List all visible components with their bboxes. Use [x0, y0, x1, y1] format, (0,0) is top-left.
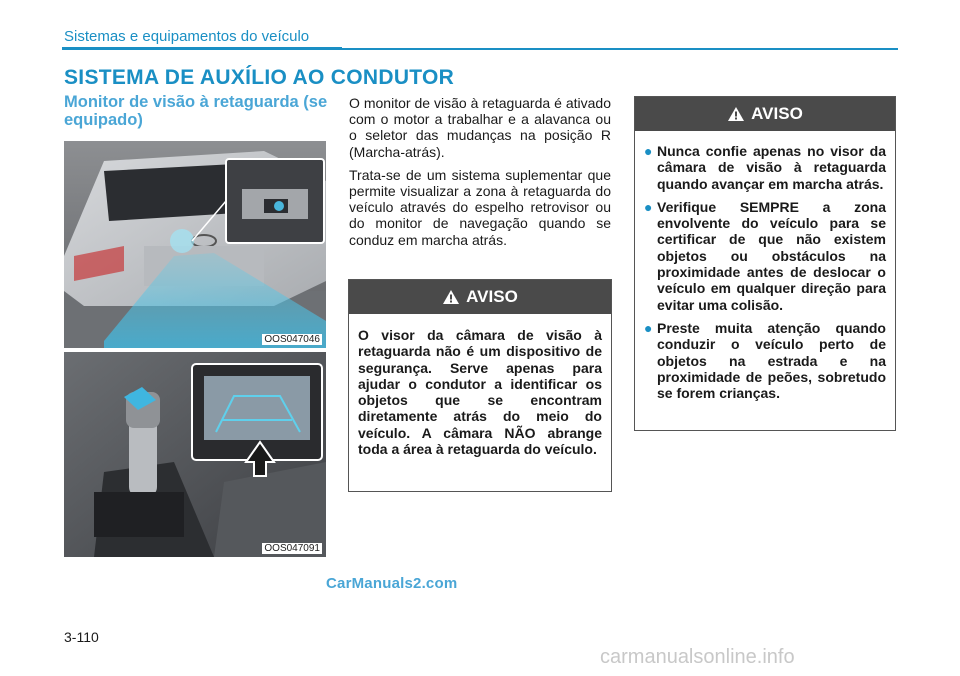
warning-item-text: Preste muita atenção quando conduzir o veículo perto de objetos na estrada e na proximidade de peões, sobretudo se forem crianças.: [657, 319, 886, 402]
bullet-icon: ●: [644, 198, 653, 215]
figure-caption: OOS047046: [264, 334, 320, 345]
page-heading: SISTEMA DE AUXÍLIO AO CONDUTOR: [64, 66, 455, 89]
body-paragraph: O monitor de visão à retaguarda é ativado com o motor a trabalhar e a alavanca ou o seletor das mudanças na posição R (Marcha-atrás).: [349, 95, 611, 160]
warning-text: O visor da câmara de visão à retaguarda não é um dispositivo de segurança. Serve apenas para ajudar o condutor a identificar os objetos que se encontram diretamente atrás do meio do veículo. A câmara NÃO abrange toda a área à retaguarda do veículo.: [358, 327, 602, 458]
section-title: Sistemas e equipamentos do veículo: [64, 28, 310, 45]
warning-triangle-icon: [727, 106, 745, 122]
warning-list: [635, 131, 895, 401]
page-number: 3-110: [64, 629, 99, 645]
warning-item-text: Nunca confie apenas no visor da câmara de visão à retaguarda quando avançar em marcha atrás.: [657, 143, 886, 192]
warning-title: AVISO: [466, 287, 518, 306]
header-rule-thin: [342, 48, 898, 50]
warning-item: [644, 199, 886, 313]
warning-item-text: Verifique SEMPRE a zona envolvente do veículo para se certificar de que não existem objetos ou obstáculos na proximidade antes de deslocar o veículo em qualquer direção para evitar uma colisão.: [657, 198, 886, 313]
bullet-icon: ●: [644, 143, 653, 159]
rear-camera-figure: [64, 141, 326, 348]
footer-watermark: carmanualsonline.info: [600, 646, 795, 668]
watermark-link[interactable]: CarManuals2.com: [326, 575, 458, 592]
header-rule: [62, 47, 342, 50]
warning-title: AVISO: [751, 104, 803, 123]
vehicle-rear-illustration: [64, 141, 326, 348]
warning-box-right: [634, 96, 896, 431]
interior-illustration: [64, 352, 326, 557]
warning-header: [635, 97, 895, 131]
gear-shift-figure: [64, 352, 326, 557]
warning-header: [349, 280, 611, 314]
body-text: [349, 95, 611, 255]
warning-triangle-icon: [442, 289, 460, 305]
subheading: Monitor de visão à retaguarda (se equipado): [64, 93, 328, 129]
warning-item: [644, 320, 886, 401]
body-paragraph: Trata-se de um sistema suplementar que permite visualizar a zona à retaguarda do veículo através do espelho retrovisor ou do monitor de navegação quando se conduz em marcha atrás.: [349, 166, 611, 248]
bullet-icon: ●: [644, 319, 653, 336]
warning-item: [644, 143, 886, 192]
figure-caption: OOS047091: [264, 543, 320, 554]
warning-box-middle: [348, 279, 612, 492]
